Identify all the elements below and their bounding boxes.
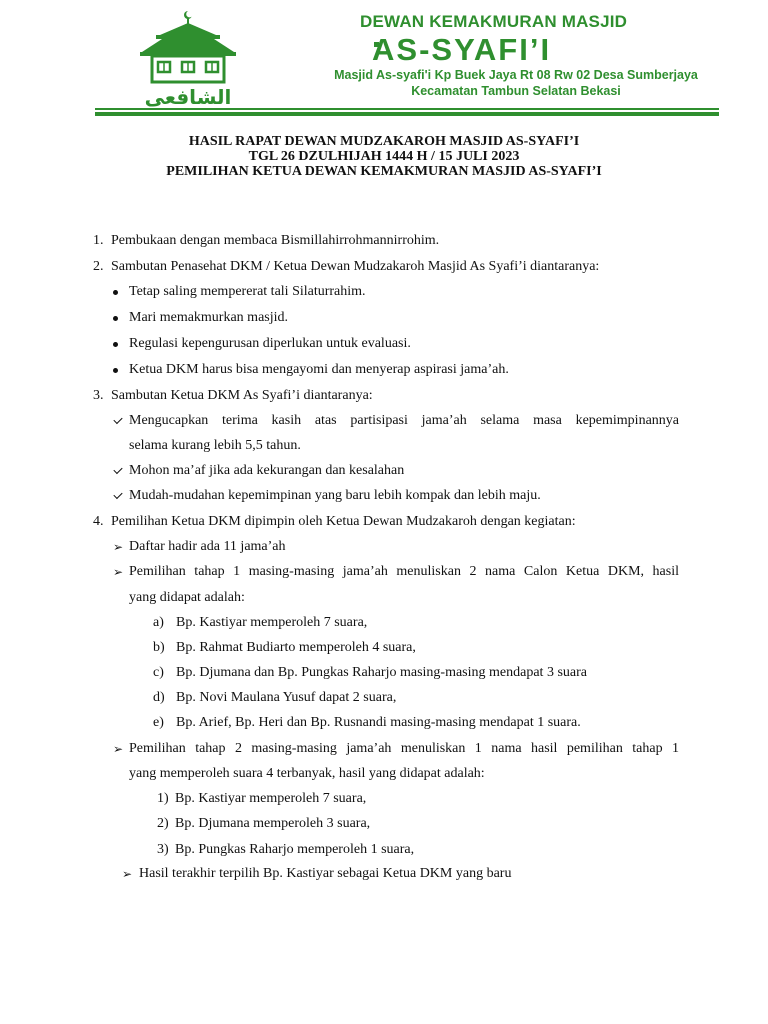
address-line-1: Masjid As-syafi'i Kp Buek Jaya Rt 08 Rw 02 Desa Sumberjaya	[334, 68, 698, 82]
document-heading	[0, 134, 768, 179]
logo-arabic-text: الشافعى	[144, 85, 232, 108]
stage-1-result: Bp. Novi Maulana Yusuf dapat 2 suara,	[176, 690, 397, 705]
item-1-text: Pembukaan dengan membaca Bismillahirrohmannirrohim.	[111, 233, 440, 248]
heading-line-1: HASIL RAPAT DEWAN MUDZAKAROH MASJID AS-SYAFI’I	[188, 134, 580, 149]
item-4-text: Pemilihan Ketua DKM dipimpin oleh Ketua Dewan Mudzakaroh dengan kegiatan:	[111, 514, 576, 529]
arrow-bullet-icon: ➢	[113, 742, 124, 756]
item-4-number: 4.	[93, 514, 104, 529]
stage-2-label: 1)	[157, 791, 169, 806]
arrow-bullet-icon: ➢	[113, 540, 124, 554]
stage-1-label: a)	[153, 615, 164, 630]
bullet-icon	[113, 368, 118, 373]
item-3-check-1: Mengucapkan terima kasih atas partisipasi jama’ah selama masa kepemimpinannya	[129, 413, 679, 428]
item-3-check-3: Mudah-mudahan kepemimpinan yang baru lebih kompak dan lebih maju.	[129, 488, 541, 503]
stage-1-label: d)	[153, 690, 165, 705]
stage-1-result: Bp. Rahmat Budiarto memperoleh 4 suara,	[176, 640, 416, 655]
stage-2-text: Pemilihan tahap 2 masing-masing jama’ah menuliskan 1 nama hasil pemilihan tahap 1	[129, 741, 679, 756]
stage-1-label: b)	[153, 640, 165, 655]
stage-1-label: c)	[153, 665, 164, 680]
checkmark-icon	[113, 465, 122, 474]
stage-1-result: Bp. Arief, Bp. Heri dan Bp. Rusnandi masing-masing mendapat 1 suara.	[176, 715, 581, 730]
item-3-check-2: Mohon ma’af jika ada kekurangan dan kesalahan	[129, 463, 405, 478]
item-1-number: 1.	[93, 233, 104, 248]
address-line-2: Kecamatan Tambun Selatan Bekasi	[411, 84, 621, 98]
bullet-icon	[113, 316, 118, 321]
item-2-number: 2.	[93, 259, 104, 274]
item-2-bullet-4: Ketua DKM harus bisa mengayomi dan menyerap aspirasi jama’ah.	[129, 362, 509, 377]
checkmark-icon	[113, 490, 122, 499]
stage-1-result: Bp. Kastiyar memperoleh 7 suara,	[176, 615, 368, 630]
checkmark-icon	[113, 415, 122, 424]
item-2-bullet-1: Tetap saling mempererat tali Silaturrahim.	[129, 284, 366, 299]
org-title: DEWAN KEMAKMURAN MASJID	[360, 12, 628, 31]
item-3-check-1-cont: selama kurang lebih 5,5 tahun.	[129, 438, 301, 453]
stage-1-label: e)	[153, 715, 164, 730]
stage-2-label: 3)	[157, 842, 169, 857]
item-2-text: Sambutan Penasehat DKM / Ketua Dewan Mudzakaroh Masjid As Syafi’i diantaranya:	[111, 259, 600, 274]
stage-2-result: Bp. Djumana memperoleh 3 suara,	[175, 816, 371, 831]
stage-1-text: Pemilihan tahap 1 masing-masing jama’ah menuliskan 2 nama Calon Ketua DKM, hasil	[129, 564, 679, 579]
arrow-bullet-icon: ➢	[122, 867, 133, 881]
item-2-bullet-2: Mari memakmurkan masjid.	[129, 310, 289, 325]
bullet-icon	[113, 342, 118, 347]
bullet-icon	[113, 290, 118, 295]
stage-2-result: Bp. Pungkas Raharjo memperoleh 1 suara,	[175, 842, 415, 857]
item-3-number: 3.	[93, 388, 104, 403]
arrow-bullet-icon: ➢	[113, 565, 124, 579]
stage-2-label: 2)	[157, 816, 169, 831]
stage-2-text-cont: yang memperoleh suara 4 terbanyak, hasil yang didapat adalah:	[129, 766, 485, 781]
heading-line-3: PEMILIHAN KETUA DEWAN KEMAKMURAN MASJID AS-SYAFI’I	[166, 164, 602, 179]
final-result-text: Hasil terakhir terpilih Bp. Kastiyar sebagai Ketua DKM yang baru	[139, 866, 512, 881]
stage-2-result: Bp. Kastiyar memperoleh 7 suara,	[175, 791, 367, 806]
header-rule-thick	[95, 112, 719, 116]
attendance-text: Daftar hadir ada 11 jama’ah	[129, 539, 286, 554]
header-rule-thin	[95, 108, 719, 110]
item-2-bullet-3: Regulasi kepengurusan diperlukan untuk evaluasi.	[129, 336, 411, 351]
stage-1-result: Bp. Djumana dan Bp. Pungkas Raharjo masing-masing mendapat 3 suara	[176, 665, 587, 680]
stage-1-text-cont: yang didapat adalah:	[129, 590, 245, 605]
org-name: AS-SYAFI’I	[372, 32, 552, 67]
heading-line-2: TGL 26 DZULHIJAH 1444 H / 15 JULI 2023	[248, 149, 520, 164]
item-3-text: Sambutan Ketua DKM As Syafi’i diantaranya:	[111, 388, 373, 403]
